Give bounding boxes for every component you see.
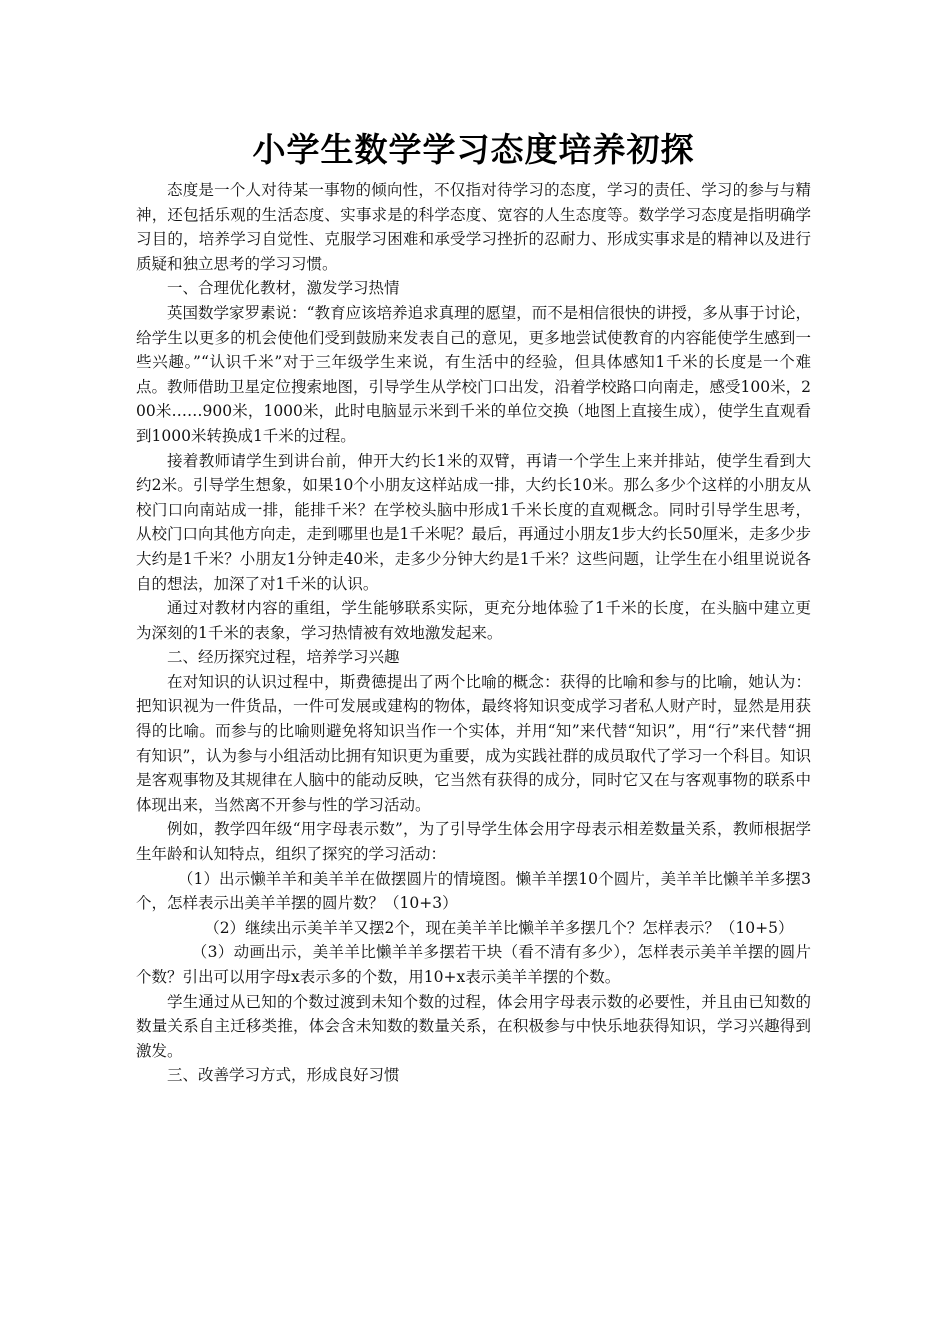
- section-1-paragraph-1: 英国数学家罗素说：“教育应该培养追求真理的愿望，而不是相信很快的讲授，多从事于讨论，给学生以更多的机会使他们受到鼓励来发表自己的意见，更多地尝试使教育的内容能使学生感到一些兴趣。”“认识千米”对于三年级学生来说，有生活中的经验，但具体感知1千米的长度是一个难点。教师借助卫星定位搜索地图，引导学生从学校门口出发，沿着学校路口向南走，感受100米，200米……900米，1000米，此时电脑显示米到千米的单位交换（地图上直接生成），使学生直观看到1000米转换成1千米的过程。: [136, 303, 811, 445]
- activity-item-1: （1）出示懒羊羊和美羊羊在做摆圆片的情境图。懒羊羊摆10个圆片，美羊羊比懒羊羊多摆3个，怎样表示出美羊羊摆的圆片数？（10+3）: [136, 869, 811, 913]
- section-2-paragraph-2: 例如，教学四年级“用字母表示数”，为了引导学生体会用字母表示相差数量关系，教师根据学生年龄和认知特点，组织了探究的学习活动：: [136, 820, 811, 864]
- section-2-heading: 二、经历探究过程，培养学习兴趣: [167, 648, 400, 667]
- section-1-paragraph-2: 接着教师请学生到讲台前，伸开大约长1米的双臂，再请一个学生上来并排站，使学生看到大约2米。引导学生想象，如果10个小朋友这样站成一排，大约长10米。那么多少个这样的小朋友从校门口向南站成一排，能排千米？在学校头脑中形成1千米长度的直观概念。同时引导学生思考，从校门口向其他方向走，走到哪里也是1千米呢？最后，再通过小朋友1步大约长50厘米，走多少步大约是1千米？小朋友1分钟走40米，走多少分钟大约是1千米？这些问题，让学生在小组里说说各自的想法，加深了对1千米的认识。: [136, 451, 811, 593]
- section-2-paragraph-1: 在对知识的认识过程中，斯费德提出了两个比喻的概念：获得的比喻和参与的比喻，她认为：把知识视为一件货品，一件可发展或建构的物体，最终将知识变成学习者私人财产时，显然是用获得的比喻。而参与的比喻则避免将知识当作一个实体，并用“知”来代替“知识”，用“行”来代替“拥有知识”，认为参与小组活动比拥有知识更为重要，成为实践社群的成员取代了学习一个科目。知识是客观事物及其规律在人脑中的能动反映，它当然有获得的成分，同时它又在与客观事物的联系中体现出来，当然离不开参与性的学习活动。: [136, 672, 811, 814]
- activity-item-2: （2）继续出示美羊羊又摆2个，现在美羊羊比懒羊羊多摆几个？怎样表示？（10+5）: [204, 918, 794, 937]
- section-1-paragraph-3: 通过对教材内容的重组，学生能够联系实际，更充分地体验了1千米的长度，在头脑中建立更为深刻的1千米的表象，学习热情被有效地激发起来。: [136, 599, 811, 642]
- section-2-paragraph-3: 学生通过从已知的个数过渡到未知个数的过程，体会用字母表示数的必要性，并且由已知数的数量关系自主迁移类推，体会含未知数的数量关系，在积极参与中快乐地获得知识，学习兴趣得到激发。: [136, 992, 811, 1060]
- intro-paragraph: 态度是一个人对待某一事物的倾向性，不仅指对待学习的态度，学习的责任、学习的参与与精神，还包括乐观的生活态度、实事求是的科学态度、宽容的人生态度等。数学学习态度是指明确学习目的，培养学习自觉性、克服学习困难和承受学习挫折的忍耐力、形成实事求是的精神以及进行质疑和独立思考的学习习惯。: [136, 181, 811, 273]
- document-title: 小学生数学学习态度培养初探: [252, 130, 695, 169]
- document-body: [136, 128, 811, 1088]
- activity-item-3: （3）动画出示，美羊羊比懒羊羊多摆若干块（看不清有多少），怎样表示美羊羊摆的圆片个数？引出可以用字母x表示多的个数，用10+x表示美羊羊摆的个数。: [136, 943, 811, 986]
- section-3-heading: 三、改善学习方式，形成良好习惯: [167, 1066, 400, 1085]
- section-1-heading: 一、合理优化教材，激发学习热情: [167, 279, 400, 298]
